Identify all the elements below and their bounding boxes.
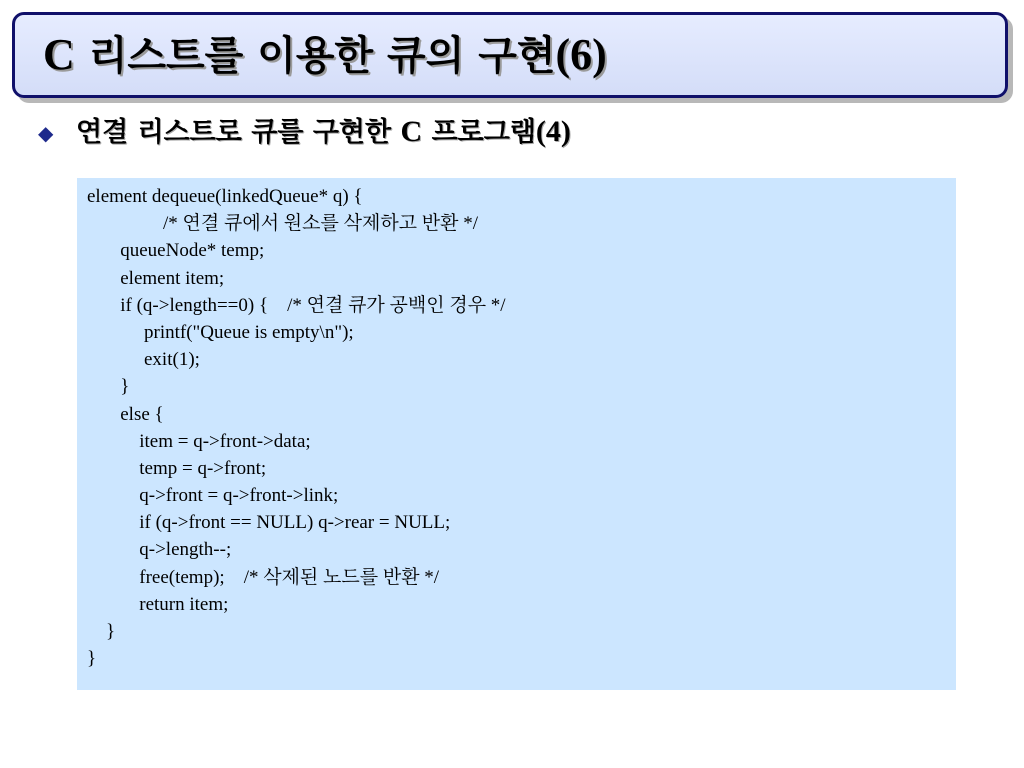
code-line: q->length--;: [87, 539, 232, 561]
code-line: q->front = q->front->link;: [87, 485, 339, 507]
code-line: }: [87, 648, 97, 670]
subtitle-korean-2: 프로그램: [422, 117, 536, 148]
code-line: }: [87, 376, 130, 398]
code-line: queueNode* temp;: [87, 240, 265, 262]
title-suffix: (6): [555, 30, 607, 79]
slide-subtitle: [76, 110, 571, 155]
slide-title: [43, 25, 607, 86]
subtitle-korean: 연결 리스트로 큐를 구현한: [76, 117, 401, 148]
code-line: printf("Queue is empty\n");: [87, 321, 354, 343]
diamond-bullet-icon: ◆: [38, 121, 54, 145]
code-line: exit(1);: [87, 349, 200, 371]
code-line: /* 연결 큐에서 원소를 삭제하고 반환 */: [87, 213, 479, 235]
subtitle-suffix: (4): [535, 115, 571, 148]
code-line: temp = q->front;: [87, 457, 267, 479]
code-line: if (q->front == NULL) q->rear = NULL;: [87, 512, 451, 534]
code-block: [77, 178, 956, 690]
code-line: item = q->front->data;: [87, 430, 311, 452]
subtitle-latin: C: [400, 115, 423, 148]
code-line: else {: [87, 403, 164, 425]
title-banner: [12, 12, 1008, 98]
code-line: element item;: [87, 267, 225, 289]
code-line: element dequeue(linkedQueue* q) {: [87, 186, 363, 207]
title-prefix: C: [43, 30, 75, 79]
code-line: free(temp); /* 삭제된 노드를 반환 */: [87, 566, 440, 588]
code-line: return item;: [87, 593, 229, 615]
title-korean: 리스트를 이용한 큐의 구현: [74, 33, 556, 79]
code-line: }: [87, 621, 116, 642]
code-line: if (q->length==0) { /* 연결 큐가 공백인 경우 */: [87, 294, 506, 316]
